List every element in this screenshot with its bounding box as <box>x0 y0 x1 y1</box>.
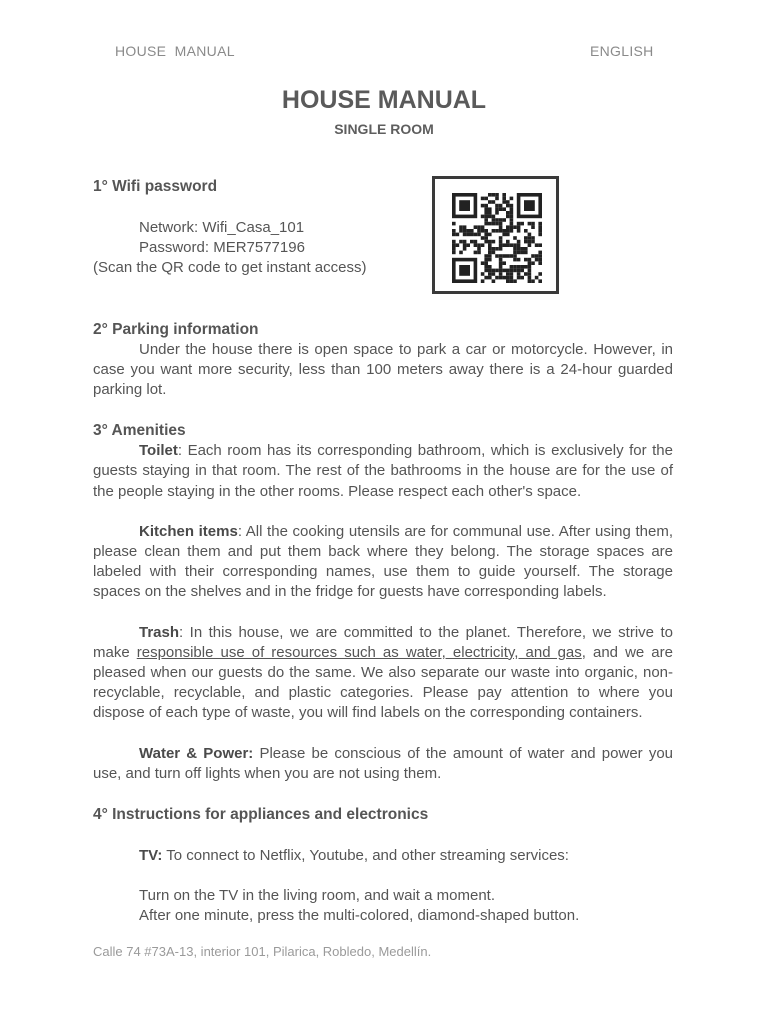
wifi-heading: 1° Wifi password <box>93 178 218 195</box>
trash-label: Trash <box>139 623 180 641</box>
page-title: HOUSE MANUAL <box>281 86 487 114</box>
toilet-paragraph <box>93 441 673 502</box>
toilet-text: : Each room has its corresponding bathroom, which is exclusively for the guests staying in that room. The rest of the bathrooms in the house are for the use of the people staying in the other rooms. Please respect each other's space. <box>93 442 673 500</box>
appliances-heading: 4° Instructions for appliances and electronics <box>93 806 429 824</box>
wifi-network: Network: Wifi_Casa_101 <box>139 219 305 236</box>
trash-paragraph <box>93 623 673 724</box>
manual-content <box>93 177 673 927</box>
amenities-heading: 3° Amenities <box>93 422 186 440</box>
tv-step-2: After one minute, press the multi-colored, diamond-shaped button. <box>139 907 580 925</box>
tv-label: TV: <box>139 847 163 865</box>
kitchen-text: : All the cooking utensils are for communal use. After using them, please clean them and put them back where they belong. The storage spaces are labeled with their corresponding names, use them to guide yourself. The storage spaces on the shelves and in the fridge for guests have corresponding labels. <box>93 522 673 601</box>
water-power-text: Please be conscious of the amount of water and power you use, and turn off lights when you are not using them. <box>93 744 673 782</box>
footer-address: Calle 74 #73A-13, interior 101, Pilarica, Robledo, Medellín. <box>93 944 432 959</box>
water-power-paragraph <box>93 744 673 784</box>
water-power-label: Water & Power: <box>139 744 254 762</box>
wifi-note: (Scan the QR code to get instant access) <box>93 259 367 277</box>
header-left-label: HOUSE MANUAL <box>115 43 235 59</box>
resources-link[interactable]: responsible use of resources such as water, electricity, and gas <box>136 643 582 661</box>
kitchen-paragraph <box>93 522 673 603</box>
tv-step-1: Turn on the TV in the living room, and wait a moment. <box>139 887 496 905</box>
tv-text: To connect to Netflix, Youtube, and other streaming services: <box>162 847 569 865</box>
page-subtitle: SINGLE ROOM <box>334 121 434 137</box>
trash-text-2: , and we are pleased when our guests do the same. We also separate our waste into organic, non-recyclable, recyclable, and plastic categories. Please pay attention to where you dispose of each type of waste, you will find labels on the corresponding containers. <box>93 643 673 722</box>
tv-paragraph <box>93 846 673 866</box>
trash-text-1: : In this house, we are committed to the planet. Therefore, we strive to make <box>93 623 673 661</box>
language-label[interactable]: ENGLISH <box>590 43 654 59</box>
toilet-label: Toilet <box>139 442 178 460</box>
kitchen-label: Kitchen items <box>139 522 238 540</box>
wifi-password: Password: MER7577196 <box>139 239 305 257</box>
parking-heading: 2° Parking information <box>93 320 259 338</box>
parking-text: Under the house there is open space to park a car or motorcycle. However, in case you want more security, less than 100 meters away there is a 24-hour guarded parking lot. <box>93 340 673 399</box>
